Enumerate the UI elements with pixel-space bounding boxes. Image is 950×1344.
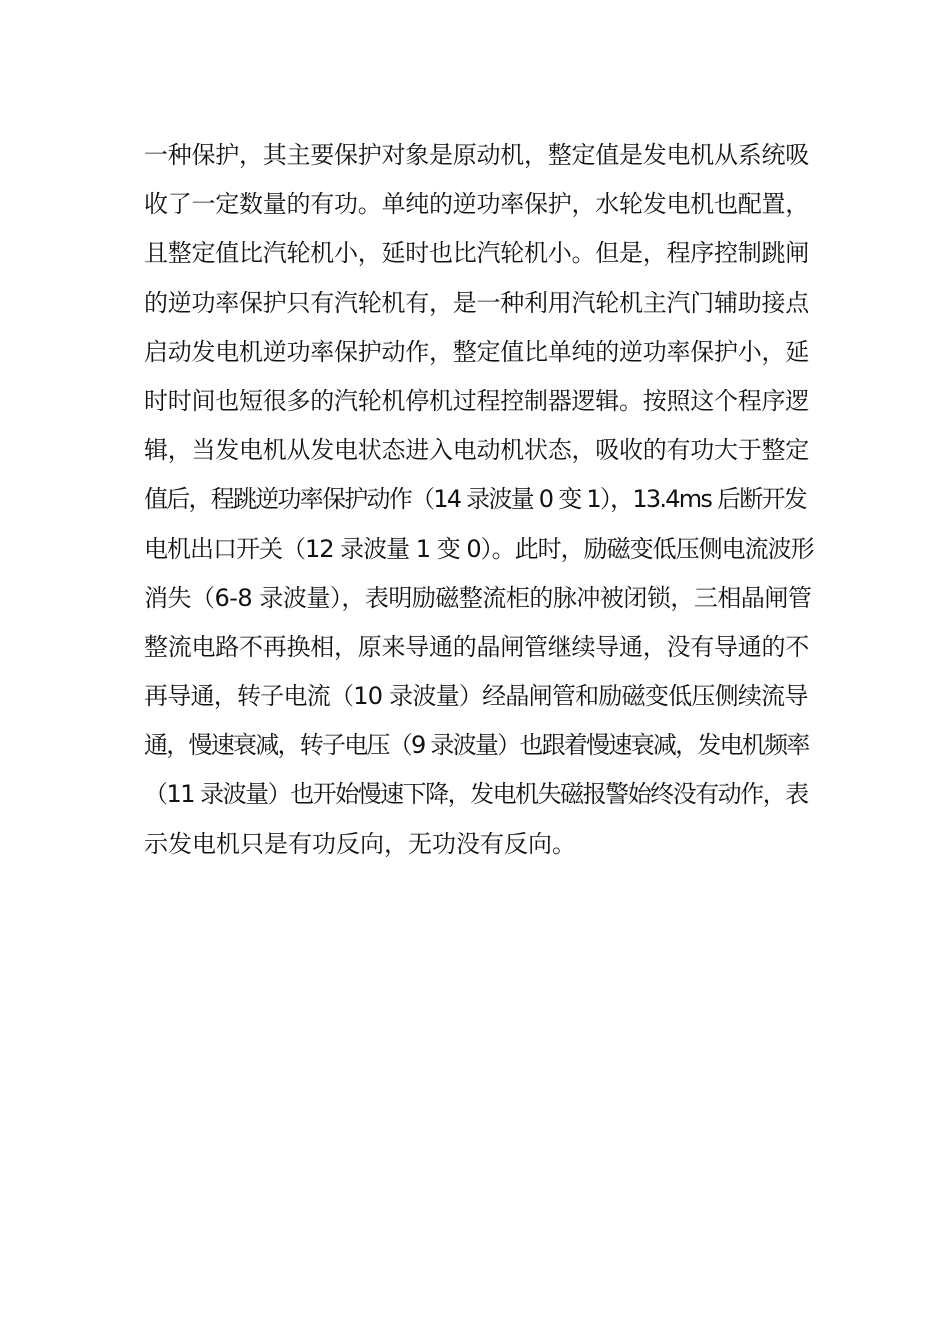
paragraph-line-7: 辑，当发电机从发电状态进入电动机状态，吸收的有功大于整定 <box>144 436 809 465</box>
paragraph-line-15: 示发电机只是有功反向，无功没有反向。 <box>144 829 576 858</box>
paragraph-line-2: 收了一定数量的有功。单纯的逆功率保护，水轮发电机也配置， <box>144 190 809 219</box>
paragraph-line-5: 启动发电机逆功率保护动作，整定值比单纯的逆功率保护小，延 <box>144 337 809 366</box>
paragraph-line-3: 且整定值比汽轮机小，延时也比汽轮机小。但是，程序控制跳闸 <box>144 239 809 268</box>
paragraph-line-14: （11 录波量）也开始慢速下降，发电机失磁报警始终没有动作，表 <box>144 780 808 809</box>
paragraph-line-13: 通，慢速衰减，转子电压（9 录波量）也跟着慢速衰减，发电机频率 <box>144 731 809 760</box>
paragraph-line-6: 时时间也短很多的汽轮机停机过程控制器逻辑。按照这个程序逻 <box>144 386 809 415</box>
paragraph-line-10: 消失（6-8 录波量），表明励磁整流柜的脉冲被闭锁，三相晶闸管 <box>144 583 812 612</box>
paragraph-line-12: 再导通，转子电流（10 录波量）经晶闸管和励磁变低压侧续流导 <box>144 682 808 711</box>
paragraph-line-4: 的逆功率保护只有汽轮机有，是一种利用汽轮机主汽门辅助接点 <box>144 288 809 317</box>
body-paragraph <box>144 131 814 869</box>
paragraph-line-11: 整流电路不再换相，原来导通的晶闸管继续导通，没有导通的不 <box>144 632 809 661</box>
paragraph-line-9: 电机出口开关（12 录波量 1 变 0）。此时，励磁变低压侧电流波形 <box>144 534 814 563</box>
paragraph-line-8: 值后，程跳逆功率保护动作（14 录波量 0 变 1），13.4ms 后断开发 <box>144 485 807 514</box>
paragraph-line-1: 一种保护，其主要保护对象是原动机，整定值是发电机从系统吸 <box>144 141 809 169</box>
